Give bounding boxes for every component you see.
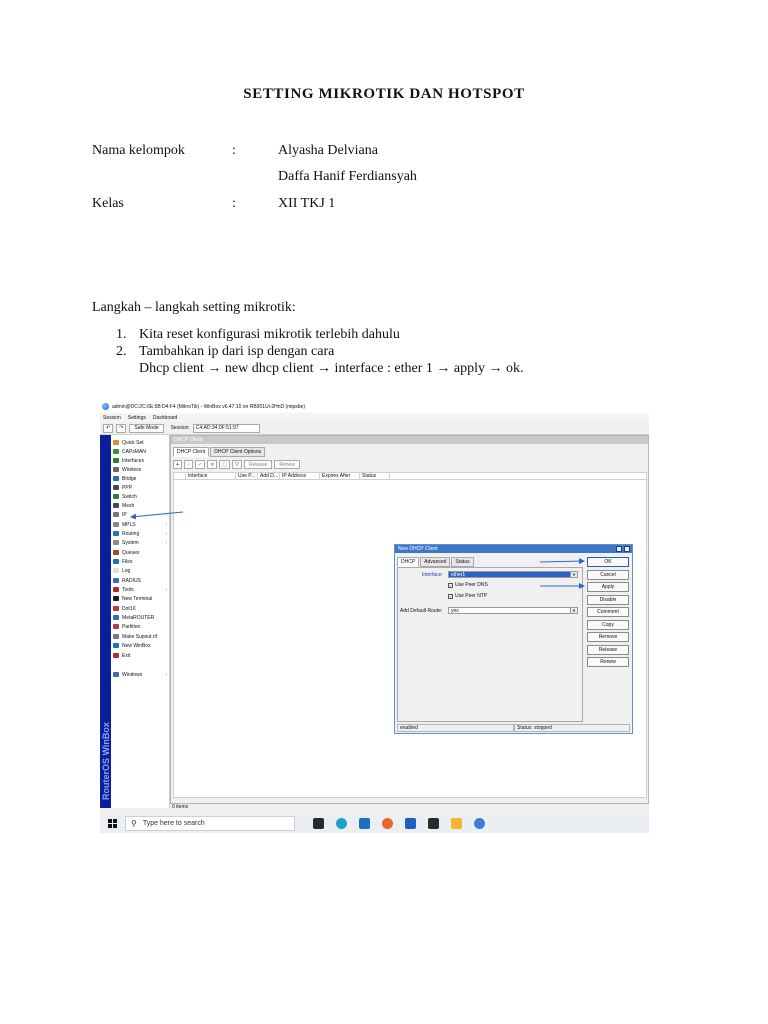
col-expires-after[interactable]: Expires After	[320, 473, 360, 479]
arrow-to-ip-menu	[131, 512, 183, 517]
sidebar-item-label: PPP	[122, 484, 133, 491]
sidebar-item-label: System	[122, 539, 139, 546]
chevron-down-icon[interactable]: ▼	[570, 572, 577, 577]
safe-mode-button[interactable]: Safe Mode	[129, 424, 163, 433]
windows-taskbar	[100, 814, 649, 833]
use-peer-ntp-checkbox[interactable]: ✓	[449, 593, 453, 599]
search-placeholder: Type here to search	[142, 820, 205, 827]
filter-icon[interactable]: ▽	[232, 460, 242, 469]
use-peer-ntp-label: Use Peer NTP	[455, 593, 488, 599]
submenu-arrow-icon: ›	[165, 530, 167, 537]
member-2: Daffa Hanif Ferdiansyah	[278, 169, 417, 184]
windows-start-icon[interactable]	[108, 819, 117, 828]
sidebar-item-label: Switch	[122, 493, 137, 500]
tab-status[interactable]: Status	[451, 557, 473, 567]
col-add-default[interactable]: Add D...	[260, 473, 279, 479]
session-label: Session:	[170, 425, 190, 431]
arrow-to-ok-button	[540, 561, 584, 562]
chevron-down-icon[interactable]: ▼	[570, 608, 577, 613]
search-icon: ⚲	[131, 819, 137, 828]
tab-dhcp-client-options[interactable]: DHCP Client Options	[210, 447, 265, 457]
mail-icon[interactable]	[359, 818, 370, 829]
group-colon: :	[232, 143, 236, 158]
sidebar-item-label: RADIUS	[122, 577, 141, 584]
class-label: Kelas	[92, 196, 124, 211]
sidebar-item-label: CAPsMAN	[122, 448, 146, 455]
submenu-arrow-icon: ›	[165, 511, 167, 518]
winbox-task-icon[interactable]	[474, 818, 485, 829]
release-button[interactable]: Release	[244, 460, 272, 469]
edge-icon[interactable]	[336, 818, 347, 829]
add-button[interactable]: +	[173, 460, 182, 469]
sidebar-item-label: New Terminal	[122, 595, 153, 602]
renew-button[interactable]: Renew	[274, 460, 300, 469]
tab-advanced[interactable]: Advanced	[420, 557, 450, 567]
use-peer-dns-checkbox[interactable]: ✓	[449, 582, 453, 588]
enable-button[interactable]: ✔	[195, 460, 205, 469]
menu-dashboard[interactable]: Dashboard	[152, 414, 178, 421]
remove-button[interactable]: Remove	[587, 632, 629, 642]
step-1-text: Kita reset konfigurasi mikrotik terlebih dahulu	[139, 327, 400, 342]
document-title: SETTING MIKROTIK DAN HOTSPOT	[243, 86, 525, 102]
sidebar-item-label: Files	[122, 558, 133, 565]
interface-label: Interface:	[422, 572, 443, 578]
menu-session[interactable]: Session	[103, 414, 121, 421]
sidebar-item-label: Make Supout.rif	[122, 633, 158, 640]
tab-dhcp-client[interactable]: DHCP Client	[173, 447, 209, 457]
sidebar-item-label: New WinBox	[122, 642, 151, 649]
remove-button[interactable]: −	[184, 460, 193, 469]
release-button[interactable]: Release	[587, 645, 629, 655]
sidebar-item-label: Interfaces	[122, 457, 144, 464]
member-1: Alyasha Delviana	[278, 143, 378, 158]
annotation-arrows	[100, 400, 649, 833]
submenu-arrow-icon: ›	[165, 586, 167, 593]
step-2-detail: Dhcp client → new dhcp client → interface : ether 1 → apply → ok.	[139, 361, 524, 376]
session-field[interactable]: C4:AD:34:0F:51:97	[193, 424, 260, 433]
step-1-number: 1.	[116, 327, 127, 342]
steps-intro: Langkah – langkah setting mikrotik:	[92, 300, 296, 315]
items-count: 0 items	[170, 803, 649, 811]
winbox-screenshot	[100, 400, 649, 833]
col-use-peer[interactable]: Use P...	[236, 473, 258, 479]
dialog-status-enabled: enabled	[397, 724, 514, 732]
sidebar-item-label: Routing	[122, 530, 140, 537]
dhcp-panel-title: DHCP Client	[171, 436, 648, 444]
submenu-arrow-icon: ›	[165, 539, 167, 546]
step-2-text: Tambahkan ip dari isp dengan cara	[139, 344, 335, 359]
submenu-arrow-icon: ›	[165, 521, 167, 528]
class-value: XII TKJ 1	[278, 196, 336, 211]
sidebar-item-label: Wireless	[122, 466, 142, 473]
dialog-status-state: Status: stopped	[514, 724, 630, 732]
redo-button[interactable]: ↷	[116, 424, 126, 433]
class-colon: :	[232, 196, 236, 211]
cancel-button[interactable]: Cancel	[587, 570, 629, 580]
sidebar-item-label: Windows	[122, 671, 143, 678]
menu-settings[interactable]: Settings	[127, 414, 146, 421]
undo-button[interactable]: ↶	[103, 424, 113, 433]
routeros-brand-text: RouterOS WinBox	[101, 722, 111, 800]
sidebar-item-label: Tools	[122, 586, 134, 593]
sidebar-item-label: Dot1X	[122, 605, 136, 612]
add-default-route-label: Add Default Route:	[400, 608, 443, 614]
renew-button[interactable]: Renew	[587, 657, 629, 667]
sidebar-item-label: Queues	[122, 549, 140, 556]
sidebar-item-label: MPLS	[122, 521, 136, 528]
sidebar-item-label: Partition	[122, 623, 141, 630]
sidebar-item-label: Log	[122, 567, 131, 574]
firefox-icon[interactable]	[382, 818, 393, 829]
col-status[interactable]: Status	[360, 473, 390, 479]
window-title: admin@DC:2C:6E:5B:D4:F4 (MikroTik) - WinBox v6.47.10 on RB951Ui-2HnD (mipsbe)	[112, 403, 306, 410]
step-2	[116, 344, 334, 360]
add-default-route-value: yes	[451, 608, 459, 614]
taskbar-icons	[313, 818, 485, 829]
group-label: Nama kelompok	[92, 143, 185, 158]
col-ip-address[interactable]: IP Address	[280, 473, 320, 479]
col-interface[interactable]: Interface	[186, 473, 236, 479]
copy-button[interactable]: Copy	[587, 620, 629, 630]
sidebar-item-label: Bridge	[122, 475, 137, 482]
step-2-number: 2.	[116, 344, 127, 359]
tab-dhcp[interactable]: DHCP	[397, 557, 419, 567]
file-explorer-icon[interactable]	[451, 818, 462, 829]
taskbar-search[interactable]	[125, 816, 295, 831]
amazon-icon[interactable]	[428, 818, 439, 829]
dropbox-icon[interactable]	[405, 818, 416, 829]
dialog-title: New DHCP Client	[398, 546, 438, 552]
use-peer-dns-label: Use Peer DNS	[455, 582, 488, 588]
task-view-icon[interactable]	[313, 818, 324, 829]
submenu-arrow-icon: ›	[165, 671, 167, 678]
interface-value: ether1	[451, 572, 466, 578]
sidebar-item-label: Quick Set	[122, 439, 144, 446]
apply-button[interactable]: Apply	[587, 582, 629, 592]
comment-button[interactable]: ▢	[219, 460, 230, 469]
disable-button[interactable]: Disable	[587, 595, 629, 605]
sidebar-item-label: MetaROUTER	[122, 614, 155, 621]
step-1	[116, 327, 400, 343]
comment-button[interactable]: Comment	[587, 607, 629, 617]
disable-button[interactable]: ✖	[207, 460, 217, 469]
sidebar-item-label: Mesh	[122, 502, 135, 509]
ok-button[interactable]: OK	[587, 557, 629, 567]
sidebar-item-label: IP	[122, 511, 127, 518]
sidebar-item-label: Exit	[122, 652, 131, 659]
